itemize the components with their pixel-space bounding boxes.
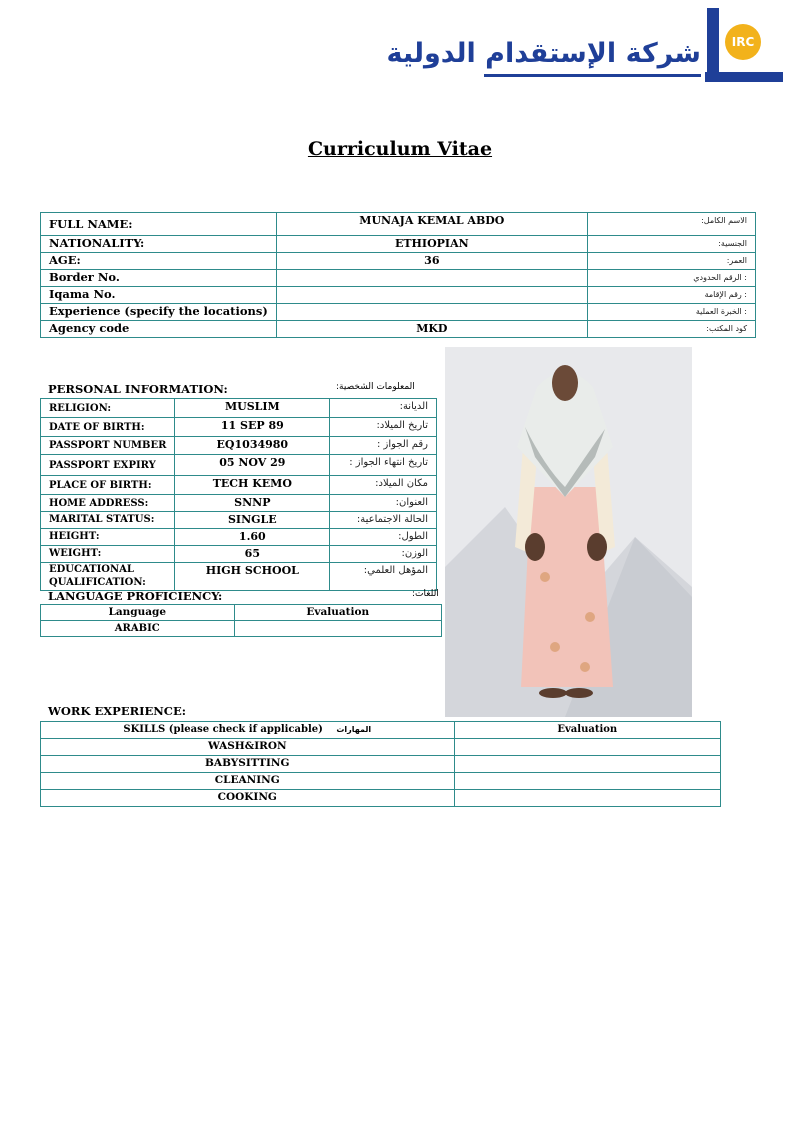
value-religion: MUSLIM xyxy=(175,399,330,418)
table-row xyxy=(41,773,721,790)
col-skill-evaluation: Evaluation xyxy=(454,722,720,739)
skill-babysitting-evaluation xyxy=(454,756,720,773)
value-height: 1.60 xyxy=(175,529,330,546)
value-passport-number: EQ1034980 xyxy=(175,437,330,455)
ar-religion: الديانة: xyxy=(330,399,437,418)
table-row xyxy=(41,756,721,773)
table-row xyxy=(41,546,437,563)
value-border-no xyxy=(276,270,587,287)
value-iqama-no xyxy=(276,287,587,304)
table-row xyxy=(41,512,437,529)
personal-info-table xyxy=(40,398,437,591)
ar-dob: تاريخ الميلاد: xyxy=(330,418,437,437)
table-row xyxy=(41,437,437,455)
logo-underline xyxy=(484,74,701,77)
language-name: ARABIC xyxy=(41,621,235,637)
label-religion: RELIGION: xyxy=(41,399,175,418)
value-weight: 65 xyxy=(175,546,330,563)
value-home-address: SNNP xyxy=(175,495,330,512)
ar-agency-code: كود المكتب: xyxy=(587,321,755,338)
ar-passport-number: رقم الجواز : xyxy=(330,437,437,455)
skill-cooking-evaluation xyxy=(454,790,720,807)
ar-border-no: : الرقم الحدودي xyxy=(587,270,755,287)
label-passport-number: PASSPORT NUMBER xyxy=(41,437,175,455)
value-passport-expiry: 05 NOV 29 xyxy=(175,455,330,476)
label-height: HEIGHT: xyxy=(41,529,175,546)
table-row xyxy=(41,739,721,756)
skills-table xyxy=(40,721,721,807)
table-row xyxy=(41,621,442,637)
table-row xyxy=(41,605,442,621)
language-evaluation xyxy=(234,621,441,637)
value-marital-status: SINGLE xyxy=(175,512,330,529)
personal-info-heading-ar: المعلومات الشخصية: xyxy=(336,382,415,392)
ar-height: الطول: xyxy=(330,529,437,546)
main-info-table xyxy=(40,212,756,338)
personal-info-heading: PERSONAL INFORMATION: xyxy=(48,382,228,396)
label-full-name: FULL NAME: xyxy=(41,213,277,236)
language-table xyxy=(40,604,442,637)
ar-age: العمر: xyxy=(587,253,755,270)
ar-experience: : الخبرة العملية xyxy=(587,304,755,321)
label-dob: DATE OF BIRTH: xyxy=(41,418,175,437)
value-full-name: MUNAJA KEMAL ABDO xyxy=(276,213,587,236)
value-experience xyxy=(276,304,587,321)
ar-place-of-birth: مكان الميلاد: xyxy=(330,476,437,495)
skill-wash-iron-evaluation xyxy=(454,739,720,756)
ar-full-name: الاسم الكامل: xyxy=(587,213,755,236)
table-row xyxy=(41,476,437,495)
value-dob: 11 SEP 89 xyxy=(175,418,330,437)
label-passport-expiry: PASSPORT EXPIRY xyxy=(41,455,175,476)
company-logo xyxy=(386,8,783,88)
table-row xyxy=(41,287,756,304)
label-weight: WEIGHT: xyxy=(41,546,175,563)
language-heading-ar: اللغات: xyxy=(412,589,439,599)
label-experience: Experience (specify the locations) xyxy=(41,304,277,321)
col-language: Language xyxy=(41,605,235,621)
page-title: Curriculum Vitae xyxy=(307,138,493,160)
work-heading: WORK EXPERIENCE: xyxy=(48,704,186,718)
candidate-photo-icon xyxy=(445,347,692,717)
col-skills-ar: المهارات xyxy=(336,725,372,734)
label-nationality: NATIONALITY: xyxy=(41,236,277,253)
label-place-of-birth: PLACE OF BIRTH: xyxy=(41,476,175,495)
table-row xyxy=(41,253,756,270)
label-iqama-no: Iqama No. xyxy=(41,287,277,304)
table-row xyxy=(41,304,756,321)
table-row xyxy=(41,321,756,338)
label-home-address: HOME ADDRESS: xyxy=(41,495,175,512)
ar-passport-expiry: تاريخ انتهاء الجواز : xyxy=(330,455,437,476)
language-heading: LANGUAGE PROFICIENCY: xyxy=(48,589,223,603)
logo-arabic-name: شركة الإستقدام الدولية xyxy=(386,38,701,69)
label-agency-code: Agency code xyxy=(41,321,277,338)
col-skills-label: SKILLS (please check if applicable) xyxy=(123,724,323,735)
skill-cleaning-evaluation xyxy=(454,773,720,790)
table-row xyxy=(41,722,721,739)
label-age: AGE: xyxy=(41,253,277,270)
logo-initials: IRC xyxy=(725,24,761,60)
table-row xyxy=(41,270,756,287)
ar-weight: الوزن: xyxy=(330,546,437,563)
candidate-photo xyxy=(445,347,692,717)
label-marital-status: MARITAL STATUS: xyxy=(41,512,175,529)
ar-nationality: الجنسية: xyxy=(587,236,755,253)
ar-marital-status: الحالة الاجتماعية: xyxy=(330,512,437,529)
skill-cleaning: CLEANING xyxy=(41,773,455,790)
table-row xyxy=(41,418,437,437)
label-border-no: Border No. xyxy=(41,270,277,287)
table-row xyxy=(41,213,756,236)
table-row xyxy=(41,790,721,807)
value-agency-code: MKD xyxy=(276,321,587,338)
table-row xyxy=(41,455,437,476)
label-education: EDUCATIONAL QUALIFICATION: xyxy=(41,563,175,591)
col-evaluation: Evaluation xyxy=(234,605,441,621)
table-row xyxy=(41,399,437,418)
skill-cooking: COOKING xyxy=(41,790,455,807)
table-row xyxy=(41,495,437,512)
value-nationality: ETHIOPIAN xyxy=(276,236,587,253)
table-row xyxy=(41,236,756,253)
logo-mark-icon xyxy=(705,8,783,86)
ar-iqama-no: : رقم الإقامة xyxy=(587,287,755,304)
ar-education: المؤهل العلمي: xyxy=(330,563,437,591)
skill-babysitting: BABYSITTING xyxy=(41,756,455,773)
col-skills xyxy=(41,722,455,739)
value-age: 36 xyxy=(276,253,587,270)
skill-wash-iron: WASH&IRON xyxy=(41,739,455,756)
value-place-of-birth: TECH KEMO xyxy=(175,476,330,495)
table-row xyxy=(41,529,437,546)
value-education: HIGH SCHOOL xyxy=(175,563,330,591)
ar-home-address: العنوان: xyxy=(330,495,437,512)
table-row xyxy=(41,563,437,591)
